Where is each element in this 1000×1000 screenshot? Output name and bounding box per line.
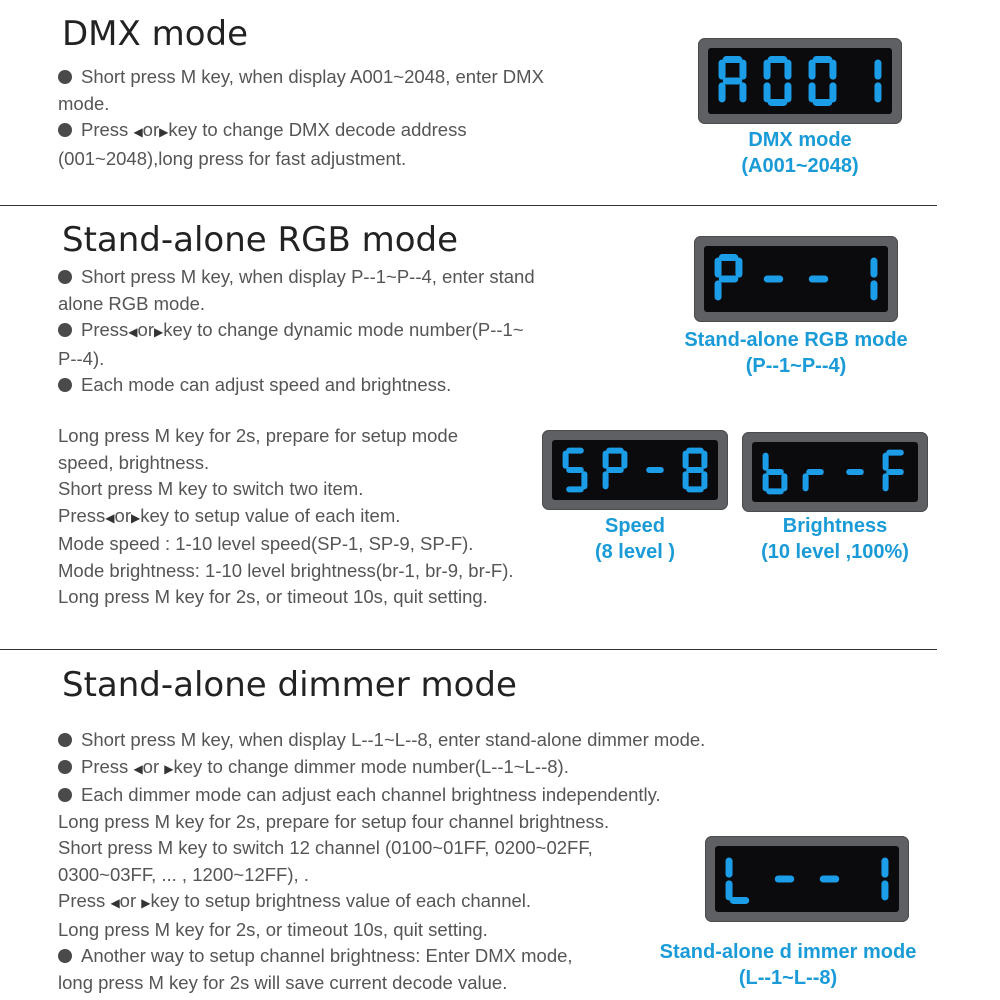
led-segment bbox=[764, 82, 771, 102]
dmx-caption-title: DMX mode bbox=[748, 129, 852, 151]
dimmer-mode-heading: Stand-alone dimmer mode bbox=[62, 665, 517, 705]
rgb-setup-instructions bbox=[58, 423, 514, 611]
led-segment bbox=[683, 471, 689, 489]
led-segment bbox=[881, 880, 888, 900]
text-line bbox=[58, 476, 514, 503]
bullet-icon bbox=[58, 70, 72, 84]
line-text: or bbox=[142, 119, 160, 140]
brightness-caption-title: Brightness bbox=[782, 515, 888, 537]
dmx-caption-range: (A001~2048) bbox=[741, 155, 859, 177]
led-segment bbox=[566, 448, 584, 454]
left-arrow-key-icon: ◀ bbox=[105, 510, 115, 525]
led-segment bbox=[715, 280, 722, 300]
led-segment bbox=[766, 488, 784, 494]
line-text: long press M key for 2s will save current decode value. bbox=[58, 971, 508, 993]
led-segment bbox=[719, 254, 739, 261]
dimmer-led-display bbox=[705, 836, 909, 922]
led-segment bbox=[829, 60, 836, 80]
left-arrow-key-icon: ◀ bbox=[110, 896, 120, 910]
line-text: Another way to setup channel brightness: Enter DMX mode, bbox=[81, 945, 573, 966]
led-segment bbox=[723, 56, 743, 63]
led-segment bbox=[735, 258, 742, 278]
text-line bbox=[58, 346, 535, 373]
dmx-display-caption bbox=[650, 127, 950, 179]
led-segment bbox=[701, 471, 707, 489]
led-segment bbox=[870, 258, 877, 278]
brightness-display-digits bbox=[755, 446, 915, 498]
line-text: or bbox=[142, 755, 165, 777]
bullet-icon bbox=[58, 270, 72, 284]
led-segment bbox=[719, 276, 739, 283]
section-divider bbox=[0, 649, 937, 650]
text-line bbox=[58, 782, 705, 809]
led-segment bbox=[764, 60, 771, 80]
text-line bbox=[58, 531, 514, 558]
line-text: Press bbox=[58, 890, 111, 911]
bullet-icon bbox=[58, 949, 72, 963]
line-text: key to change dimmer mode number(L--1~L--8). bbox=[173, 755, 569, 777]
text-line bbox=[58, 372, 535, 399]
led-segment bbox=[563, 451, 569, 469]
led-segment bbox=[813, 99, 833, 106]
text-line bbox=[58, 117, 544, 146]
led-segment bbox=[820, 876, 840, 883]
line-text: or bbox=[114, 504, 131, 526]
led-segment bbox=[803, 473, 809, 491]
led-segment bbox=[874, 60, 881, 80]
led-segment bbox=[686, 486, 704, 492]
led-segment bbox=[886, 450, 904, 456]
led-segment bbox=[739, 82, 746, 102]
line-text: Each dimmer mode can adjust each channel brightness independently. bbox=[81, 784, 661, 805]
text-line bbox=[58, 809, 705, 836]
dimmer-caption-title: Stand-alone d immer mode bbox=[659, 941, 917, 963]
right-arrow-key-icon: ▶ bbox=[164, 761, 174, 776]
led-segment bbox=[726, 858, 733, 878]
right-arrow-key-icon: ▶ bbox=[153, 325, 164, 339]
brightness-led-display bbox=[742, 432, 928, 512]
led-segment bbox=[715, 258, 722, 278]
line-text: Long press M key for 2s, or timeout 10s, quit setting. bbox=[58, 918, 488, 940]
line-text: Mode brightness: 1-10 level brightness(br-1, br-9, br-F). bbox=[58, 559, 514, 581]
led-segment bbox=[763, 453, 769, 471]
line-text: Each mode can adjust speed and brightness. bbox=[81, 374, 452, 395]
bullet-icon bbox=[58, 323, 72, 337]
line-text: Press bbox=[81, 319, 129, 340]
line-text: key to setup brightness value of each channel. bbox=[150, 890, 532, 911]
line-text: Press bbox=[58, 504, 106, 526]
led-segment bbox=[566, 467, 584, 473]
led-segment bbox=[739, 60, 746, 80]
led-segment bbox=[870, 280, 877, 300]
dimmer-display-caption bbox=[638, 939, 938, 991]
led-segment bbox=[768, 56, 788, 63]
text-line bbox=[58, 317, 535, 346]
led-segment bbox=[784, 60, 791, 80]
right-arrow-key-icon: ▶ bbox=[141, 896, 151, 910]
line-text: Long press M key for 2s, prepare for setup four channel brightness. bbox=[58, 810, 610, 832]
text-line bbox=[58, 943, 705, 970]
led-segment bbox=[809, 276, 829, 283]
text-line bbox=[58, 423, 514, 450]
bullet-icon bbox=[58, 760, 72, 774]
text-line bbox=[58, 264, 535, 291]
line-text: Long press M key for 2s, or timeout 10s, quit setting. bbox=[58, 586, 488, 607]
bullet-icon bbox=[58, 378, 72, 392]
text-line bbox=[58, 584, 514, 611]
led-segment bbox=[775, 876, 795, 883]
led-segment bbox=[686, 448, 704, 454]
led-segment bbox=[719, 82, 726, 102]
line-text: alone RGB mode. bbox=[58, 292, 206, 314]
line-text: Short press M key, when display L--1~L--8, enter stand-alone dimmer mode. bbox=[81, 729, 706, 750]
led-segment bbox=[886, 469, 904, 475]
led-segment bbox=[686, 467, 704, 473]
led-segment bbox=[606, 448, 624, 454]
led-segment bbox=[766, 469, 784, 475]
led-segment bbox=[603, 471, 609, 489]
brightness-caption-range: (10 level ,100%) bbox=[761, 541, 909, 563]
led-segment bbox=[768, 99, 788, 106]
led-segment bbox=[606, 467, 624, 473]
rgb-display-caption bbox=[646, 327, 946, 379]
speed-led-display bbox=[542, 430, 728, 510]
led-segment bbox=[621, 451, 627, 469]
left-arrow-key-icon: ◀ bbox=[133, 761, 143, 776]
line-text: key to setup value of each item. bbox=[140, 504, 401, 526]
led-segment bbox=[809, 82, 816, 102]
left-arrow-key-icon: ◀ bbox=[133, 125, 143, 139]
led-segment bbox=[806, 469, 824, 475]
speed-display-caption bbox=[545, 513, 725, 565]
led-segment bbox=[603, 451, 609, 469]
line-text: Press bbox=[81, 119, 134, 140]
text-line bbox=[58, 727, 705, 754]
text-line bbox=[58, 754, 705, 783]
rgb-mode-instructions bbox=[58, 264, 535, 399]
dimmer-caption-range: (L--1~L--8) bbox=[738, 967, 838, 989]
led-segment bbox=[701, 451, 707, 469]
led-segment bbox=[646, 467, 664, 473]
line-text: Short press M key to switch two item. bbox=[58, 478, 364, 499]
dmx-display-digits bbox=[710, 52, 890, 110]
dimmer-mode-instructions bbox=[58, 727, 705, 996]
text-line bbox=[58, 91, 544, 118]
text-line bbox=[58, 64, 544, 91]
led-segment bbox=[813, 56, 833, 63]
bullet-icon bbox=[58, 733, 72, 747]
line-text: P--4). bbox=[58, 347, 105, 369]
text-line bbox=[58, 862, 705, 889]
led-segment bbox=[846, 469, 864, 475]
right-arrow-key-icon: ▶ bbox=[159, 125, 169, 139]
left-arrow-key-icon: ◀ bbox=[128, 325, 138, 339]
text-line bbox=[58, 835, 705, 862]
led-segment bbox=[581, 471, 587, 489]
led-segment bbox=[763, 473, 769, 491]
dmx-mode-instructions bbox=[58, 64, 544, 172]
line-text: Short press M key to switch 12 channel (0100~01FF, 0200~02FF, bbox=[58, 837, 593, 858]
text-line bbox=[58, 146, 544, 173]
speed-caption-range: (8 level ) bbox=[594, 541, 676, 563]
text-line bbox=[58, 888, 705, 917]
led-segment bbox=[883, 473, 889, 491]
brightness-display-caption bbox=[735, 513, 935, 565]
led-segment bbox=[764, 276, 784, 283]
text-line bbox=[58, 450, 514, 477]
led-segment bbox=[881, 858, 888, 878]
text-line bbox=[58, 291, 535, 318]
text-line bbox=[58, 970, 705, 997]
line-text: key to change DMX decode address bbox=[168, 119, 467, 140]
speed-display-digits bbox=[555, 444, 715, 496]
text-line bbox=[58, 558, 514, 585]
line-text: Press bbox=[81, 755, 134, 777]
led-segment bbox=[719, 60, 726, 80]
line-text: or bbox=[119, 890, 142, 911]
text-line bbox=[58, 503, 514, 532]
led-segment bbox=[809, 60, 816, 80]
line-text: 0300~03FF, ... , 1200~12FF), . bbox=[58, 863, 309, 885]
bullet-icon bbox=[58, 788, 72, 802]
line-text: speed, brightness. bbox=[58, 451, 210, 473]
rgb-caption-title: Stand-alone RGB mode bbox=[684, 329, 908, 351]
bullet-icon bbox=[58, 123, 72, 137]
line-text: Mode speed : 1-10 level speed(SP-1, SP-9, SP-F). bbox=[58, 533, 474, 554]
led-segment bbox=[781, 473, 787, 491]
led-segment bbox=[883, 453, 889, 471]
line-text: Short press M key, when display A001~2048, enter DMX bbox=[81, 66, 544, 87]
led-segment bbox=[566, 486, 584, 492]
dmx-led-display bbox=[698, 38, 902, 124]
line-text: or bbox=[137, 319, 154, 340]
led-segment bbox=[730, 897, 750, 904]
speed-caption-title: Speed bbox=[604, 515, 666, 537]
led-segment bbox=[683, 451, 689, 469]
right-arrow-key-icon: ▶ bbox=[130, 510, 141, 525]
rgb-mode-heading: Stand-alone RGB mode bbox=[62, 220, 459, 260]
led-segment bbox=[723, 78, 743, 85]
text-line bbox=[58, 917, 705, 944]
line-text: Long press M key for 2s, prepare for setup mode bbox=[58, 425, 459, 446]
dmx-mode-heading: DMX mode bbox=[62, 14, 249, 54]
line-text: mode. bbox=[58, 92, 110, 114]
rgb-display-digits bbox=[706, 250, 886, 308]
led-segment bbox=[874, 82, 881, 102]
section-divider bbox=[0, 205, 937, 206]
line-text: Short press M key, when display P--1~P--4, enter stand bbox=[81, 266, 535, 287]
rgb-led-display bbox=[694, 236, 898, 322]
dimmer-display-digits bbox=[717, 850, 897, 908]
line-text: (001~2048),long press for fast adjustment. bbox=[58, 147, 407, 169]
rgb-caption-range: (P--1~P--4) bbox=[745, 355, 847, 377]
line-text: key to change dynamic mode number(P--1~ bbox=[163, 319, 524, 340]
